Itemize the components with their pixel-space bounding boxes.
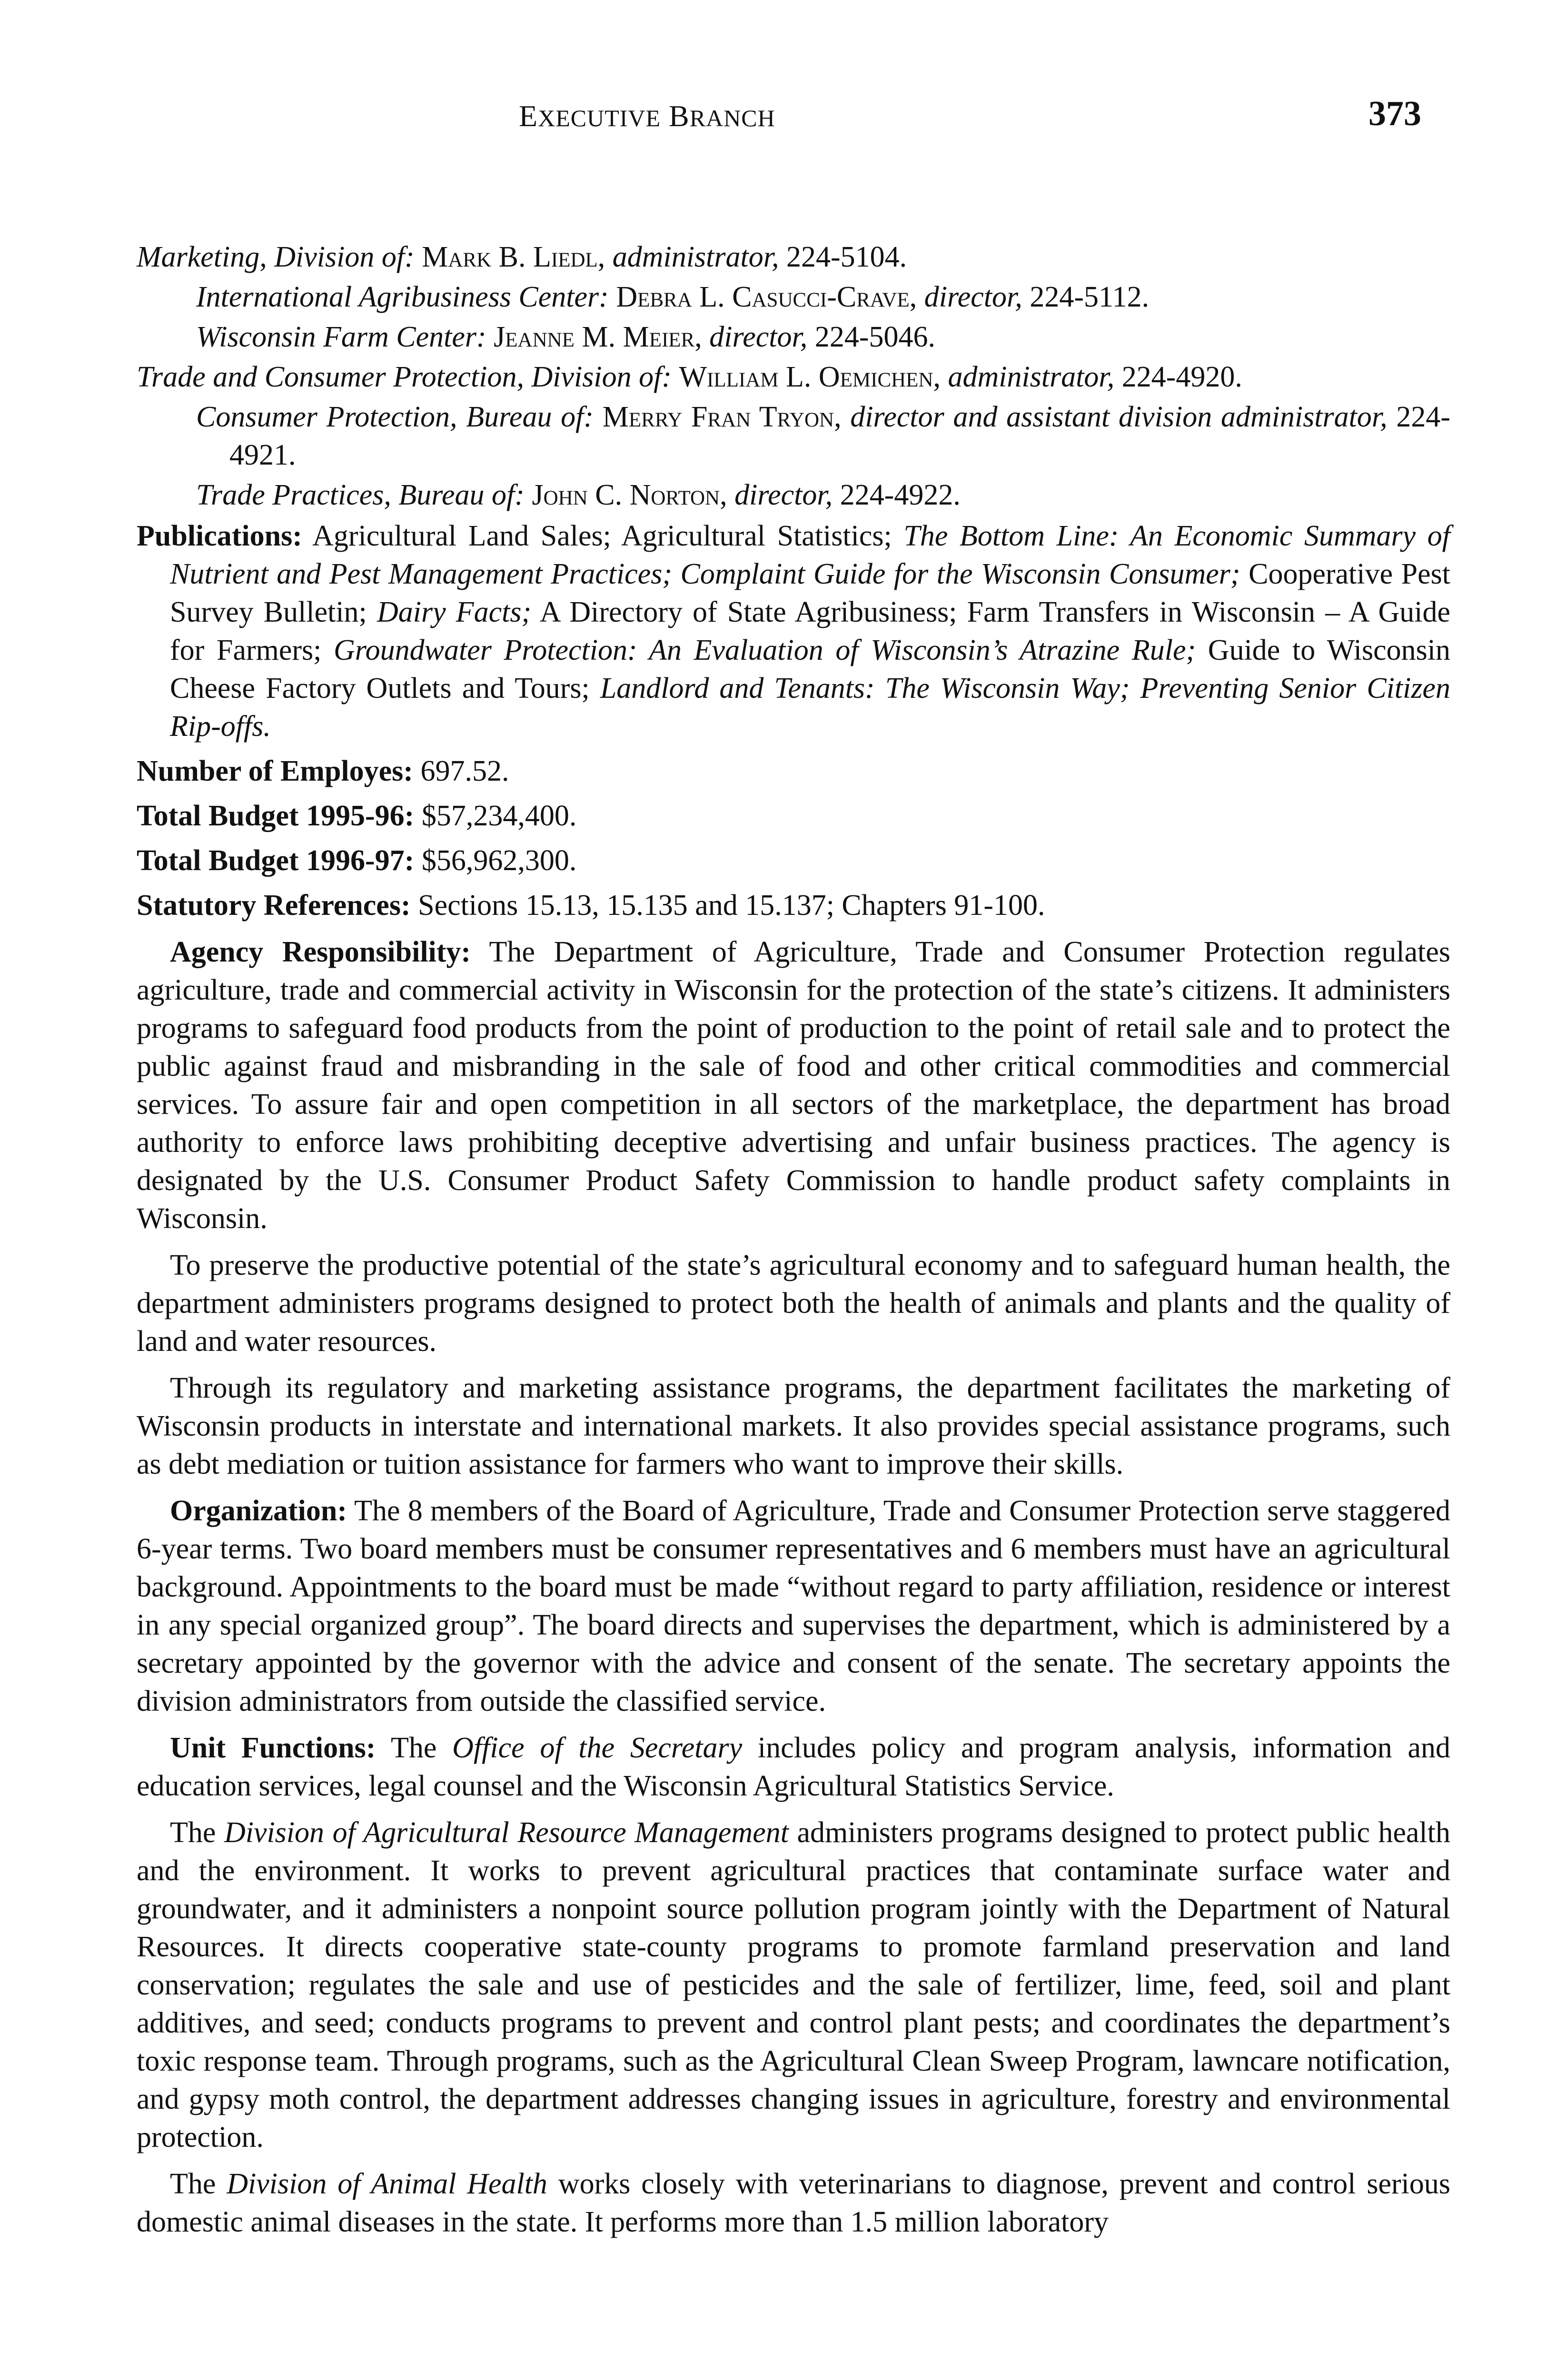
budget-1996-stat: Total Budget 1996-97: $56,962,300. [137, 844, 577, 877]
unit-functions-paragraph: Unit Functions: The Office of the Secretary includes policy and program analysis, information and education services, legal counsel and the Wisconsin Agricultural Statistics Service. [137, 1732, 1451, 1802]
page-body [137, 238, 1450, 2241]
running-head: EXECUTIVE BRANCH [519, 99, 775, 133]
directory-entry: Consumer Protection, Bureau of: Merry Fran Tryon, director and assistant division administrator, 224-4921. [196, 401, 1451, 471]
organization-paragraph: Organization: The 8 members of the Board of Agriculture, Trade and Consumer Protection serve staggered 6-year terms. Two board members must be consumer representatives and 6 members must have an agricultural background. Appointments to the board must be made “without regard to party affiliation, residence or interest in any special organized group”. The board directs and supervises the department, which is administered by a secretary appointed by the governor with the advice and consent of the senate. The secretary appoints the division administrators from outside the classified service. [137, 1495, 1450, 1717]
directory-entry: Trade Practices, Bureau of: John C. Norton, director, 224-4922. [196, 479, 961, 511]
directory-entry: International Agribusiness Center: Debra L. Casucci-Crave, director, 224-5112. [196, 281, 1150, 313]
body-paragraph: To preserve the productive potential of the state’s agricultural economy and to safeguard human health, the department administers programs designed to protect both the health of animals and plants and the quality of land and water resources. [137, 1249, 1450, 1358]
body-paragraph: Through its regulatory and marketing assistance programs, the department facilitates the marketing of Wisconsin products in interstate and international markets. It also provides special assistance programs, such as debt mediation or tuition assistance for farmers who want to improve their skills. [137, 1372, 1450, 1480]
budget-1995-stat: Total Budget 1995-96: $57,234,400. [137, 800, 577, 832]
statutory-references: Statutory References: Sections 15.13, 15.135 and 15.137; Chapters 91-100. [137, 889, 1045, 922]
publications-block: Publications: Agricultural Land Sales; Agricultural Statistics; The Bottom Line: An Economic Summary of Nutrient and Pest Management Practices; Complaint Guide for the Wisconsin Consumer; Cooperative Pest Survey Bulletin; Dairy Facts; A Directory of State Agribusiness; Farm Transfers in Wisconsin – A Guide for Farmers; Groundwater Protection: An Evaluation of Wisconsin’s Atrazine Rule; Guide to Wisconsin Cheese Factory Outlets and Tours; Landlord and Tenants: The Wisconsin Way; Preventing Senior Citizen Rip-offs. [137, 520, 1451, 743]
animal-health-paragraph: The Division of Animal Health works closely with veterinarians to diagnose, prevent and control serious domestic animal diseases in the state. It performs more than 1.5 million laboratory [137, 2168, 1451, 2238]
directory-list [137, 238, 1450, 514]
page-number: 373 [1368, 94, 1421, 133]
agency-responsibility-paragraph: Agency Responsibility: The Department of Agriculture, Trade and Consumer Protection regulates agriculture, trade and commercial activity in Wisconsin for the protection of the state’s citizens. It administers programs to safeguard food products from the point of production to the point of retail sale and to protect the public against fraud and misbranding in the sale of food and other critical commodities and commercial services. To assure fair and open competition in all sectors of the marketplace, the department has broad authority to enforce laws prohibiting deceptive advertising and unfair business practices. The agency is designated by the U.S. Consumer Product Safety Commission to handle product safety complaints in Wisconsin. [137, 936, 1450, 1235]
directory-entry: Marketing, Division of: Mark B. Liedl, administrator, 224-5104. [137, 241, 907, 273]
directory-entry: Trade and Consumer Protection, Division of: William L. Oemichen, administrator, 224-4920. [137, 361, 1242, 393]
employees-stat: Number of Employes: 697.52. [137, 755, 509, 787]
resource-management-paragraph: The Division of Agricultural Resource Management administers programs designed to protect public health and the environment. It works to prevent agricultural practices that contaminate surface water and groundwater, and it administers a nonpoint source pollution program jointly with the Department of Natural Resources. It directs cooperative state-county programs to promote farmland preservation and land conservation; regulates the sale and use of pesticides and the sale of fertilizer, lime, feed, soil and plant additives, and seed; conducts programs to prevent and control plant pests; and coordinates the department’s toxic response team. Through programs, such as the Agricultural Clean Sweep Program, lawncare notification, and gypsy moth control, the department addresses changing issues in agriculture, forestry and environmental protection. [137, 1816, 1450, 2153]
directory-entry: Wisconsin Farm Center: Jeanne M. Meier, director, 224-5046. [196, 321, 935, 353]
publications-label: Publications: [137, 520, 302, 552]
